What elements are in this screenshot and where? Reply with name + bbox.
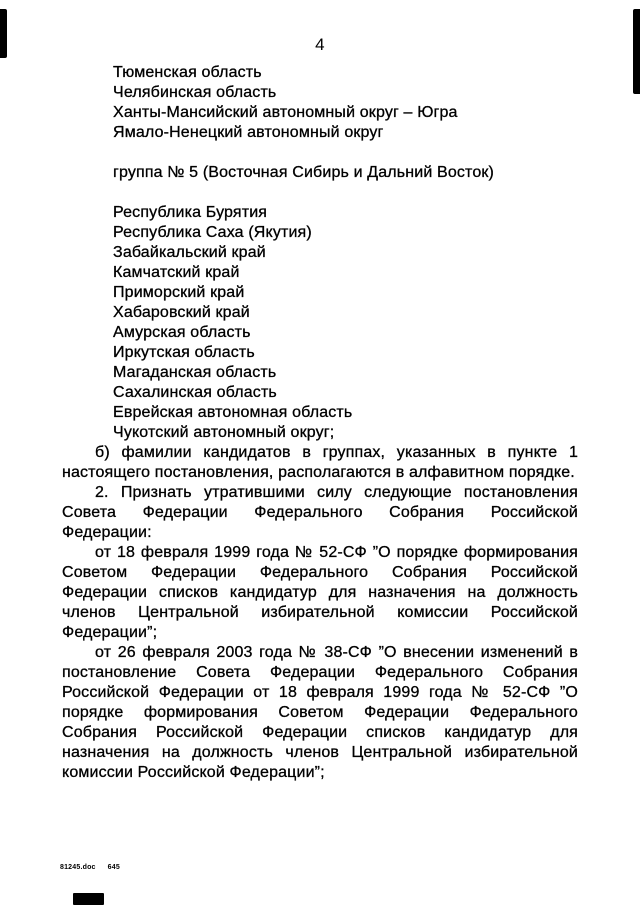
document-line: Забайкальский край bbox=[113, 244, 266, 261]
document-line: Иркутская область bbox=[113, 344, 255, 361]
footer-filename: 81245.doc bbox=[60, 864, 96, 871]
document-line: Магаданская область bbox=[113, 364, 277, 381]
document-paragraph: б) фамилии кандидатов в группах, указанных в пункте 1 настоящего постановления, располагаются в алфавитном порядке. bbox=[62, 444, 578, 481]
document-body bbox=[62, 63, 578, 783]
document-line: Амурская область bbox=[113, 324, 251, 341]
document-paragraph: от 18 февраля 1999 года № 52-СФ ”О порядке формирования Советом Федерации Федерального Собрания Российской Федерации списков кандидатур для назначения на должность членов Центральной избирательной комиссии Российской Федерации”; bbox=[62, 544, 578, 641]
document-line: Еврейская автономная область bbox=[113, 404, 353, 421]
document-line: Сахалинская область bbox=[113, 384, 277, 401]
document-line: Челябинская область bbox=[113, 84, 277, 101]
document-line: Ямало-Ненецкий автономный округ bbox=[113, 124, 384, 141]
document-line: Тюменская область bbox=[113, 64, 262, 81]
scan-artifact-right bbox=[633, 9, 640, 94]
document-line: Камчатский край bbox=[113, 264, 240, 281]
document-line: Ханты-Мансийский автономный округ – Югра bbox=[113, 104, 458, 121]
document-line: Хабаровский край bbox=[113, 304, 250, 321]
page-footer bbox=[60, 864, 120, 871]
document-line: Чукотский автономный округ; bbox=[113, 424, 335, 441]
footer-code: 645 bbox=[107, 864, 120, 871]
page-number: 4 bbox=[315, 35, 325, 54]
scan-artifact-bottom bbox=[73, 893, 104, 905]
scan-artifact-left bbox=[0, 9, 7, 58]
blank-line bbox=[62, 183, 578, 203]
document-line: группа № 5 (Восточная Сибирь и Дальний Восток) bbox=[113, 164, 495, 181]
document-line: Республика Бурятия bbox=[113, 204, 268, 221]
document-paragraph: 2. Признать утратившими силу следующие постановления Совета Федерации Федерального Собрания Российской Федерации: bbox=[62, 484, 578, 541]
document-line: Республика Саха (Якутия) bbox=[113, 224, 312, 241]
document-paragraph: от 26 февраля 2003 года № 38-СФ ”О внесении изменений в постановление Совета Федерации Федерального Собрания Российской Федерации от 18 февраля 1999 года № 52-СФ ”О порядке формирования Советом Федерации Федерального Собрания Российской Федерации списков кандидатур для назначения на должность членов Центральной избирательной комиссии Российской Федерации”; bbox=[62, 644, 578, 781]
blank-line bbox=[62, 143, 578, 163]
document-line: Приморский край bbox=[113, 284, 245, 301]
